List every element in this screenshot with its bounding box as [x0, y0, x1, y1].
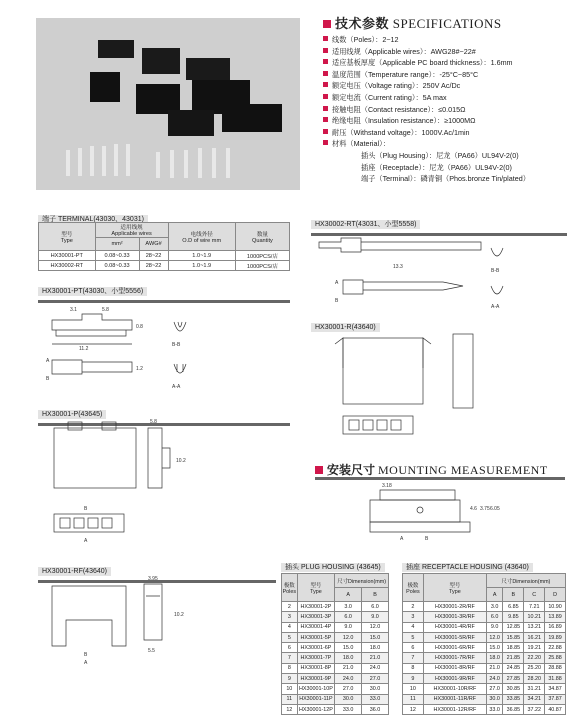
table-row: [282, 622, 389, 632]
table-cell: 9.0: [335, 622, 362, 632]
mounting-title: 安装尺寸 MOUNTING MEASUREMENT: [315, 461, 548, 478]
svg-text:5.8: 5.8: [102, 307, 109, 313]
table-cell: HX30001-3P: [297, 612, 335, 622]
table-cell: HX30001-7R/RF: [423, 653, 486, 663]
table-header: 适用线规 Applicable wires: [95, 223, 168, 238]
spec-item: 接触电阻（Contact resistance）：≤0.015Ω: [323, 104, 579, 116]
table-cell: 21.0: [362, 653, 389, 663]
table-header: 极数 Poles: [403, 574, 424, 602]
table-header: AWG#: [139, 238, 168, 251]
svg-text:B: B: [84, 506, 88, 512]
table-header: 型号 Type: [39, 223, 96, 251]
rf-housing-drawing: [44, 576, 284, 716]
svg-text:10.2: 10.2: [176, 458, 186, 464]
r-label: HX30001-R(43640): [311, 323, 380, 332]
svg-text:3.95: 3.95: [148, 576, 158, 582]
table-cell: HX30001-6P: [297, 643, 335, 653]
svg-text:10.2: 10.2: [174, 612, 184, 618]
plug-housing-title: 插头 PLUG HOUSING (43645): [281, 563, 385, 572]
spec-item: 适用线规（Applicable wires）：AWG28#~22#: [323, 46, 579, 58]
table-cell: HX30001-10P: [297, 684, 335, 694]
table-cell: 27.0: [335, 684, 362, 694]
table-cell: HX30001-2R/RF: [423, 602, 486, 612]
table-cell: 24.0: [362, 663, 389, 673]
svg-text:5.5: 5.5: [148, 648, 155, 654]
table-cell: 30.0: [486, 694, 503, 704]
table-row: [403, 674, 566, 684]
table-cell: 3: [282, 612, 298, 622]
table-header: mm²: [95, 238, 139, 251]
table-cell: HX30001-12P: [297, 704, 335, 714]
table-cell: 6: [282, 643, 298, 653]
table-cell: 6.85: [503, 602, 524, 612]
table-row: [403, 602, 566, 612]
table-cell: 12.85: [503, 622, 524, 632]
table-cell: 25.20: [524, 663, 545, 673]
table-cell: 24.0: [335, 674, 362, 684]
table-cell: HX30001-11R/RF: [423, 694, 486, 704]
product-photo: [36, 18, 300, 190]
table-cell: 30.0: [362, 684, 389, 694]
table-cell: 7: [282, 653, 298, 663]
table-cell: 7.21: [524, 602, 545, 612]
table-cell: 30.0: [335, 694, 362, 704]
table-cell: 12.0: [335, 632, 362, 642]
terminal-title: 端子 TERMINAL(43030、43031): [38, 215, 148, 224]
svg-text:B-B: B-B: [491, 268, 500, 274]
spec-item: 温度范围（Temperature range）：-25°C~85°C: [323, 69, 579, 81]
table-row: [403, 694, 566, 704]
table-cell: HX30001-2P: [297, 602, 335, 612]
material-item: 插座（Receptacle）：尼龙（PA66）UL94V-2(0): [361, 162, 512, 172]
table-row: [282, 632, 389, 642]
table-row: [403, 663, 566, 673]
table-cell: HX30001-3R/RF: [423, 612, 486, 622]
table-cell: 31.88: [545, 674, 566, 684]
table-cell: 18.0: [486, 653, 503, 663]
svg-text:A-A: A-A: [172, 384, 181, 390]
table-cell: 37.22: [524, 704, 545, 714]
table-header: 尺寸Dimension(mm): [486, 574, 565, 588]
terminal-table: [38, 222, 290, 271]
table-row: [282, 694, 389, 704]
table-cell: 12: [403, 704, 424, 714]
table-header: B: [503, 588, 524, 602]
svg-text:A: A: [335, 280, 339, 286]
spec-item: 材料（Material）：: [323, 138, 579, 150]
table-row: [403, 622, 566, 632]
receptacle-housing-title: 插座 RECEPTACLE HOUSING (43640): [402, 563, 533, 572]
table-cell: 27.0: [362, 674, 389, 684]
table-cell: 34.21: [524, 694, 545, 704]
table-cell: 9.85: [503, 612, 524, 622]
mounting-drawing: [330, 480, 560, 550]
table-cell: HX30001-4P: [297, 622, 335, 632]
table-cell: 9.0: [486, 622, 503, 632]
table-cell: 4: [282, 622, 298, 632]
table-cell: 8: [282, 663, 298, 673]
table-cell: HX30001-12R/RF: [423, 704, 486, 714]
material-item: 插头（Plug Housing）：尼龙（PA66）UL94V-2(0): [361, 150, 519, 160]
table-cell: 2: [282, 602, 298, 612]
table-row: [282, 612, 389, 622]
r-housing-drawing: [313, 330, 563, 450]
table-cell: 27.0: [486, 684, 503, 694]
table-cell: 40.87: [545, 704, 566, 714]
svg-text:A: A: [84, 538, 88, 544]
table-cell: 3: [403, 612, 424, 622]
table-cell: 37.87: [545, 694, 566, 704]
table-cell: 3.0: [335, 602, 362, 612]
svg-text:A: A: [46, 358, 50, 364]
table-cell: 10: [282, 684, 298, 694]
p-housing-drawing: [44, 418, 290, 553]
rf-label: HX30001-RF(43640): [38, 567, 111, 576]
table-cell: 36.0: [362, 704, 389, 714]
table-cell: 24.85: [503, 663, 524, 673]
table-cell: 28.20: [524, 674, 545, 684]
svg-text:B: B: [335, 298, 339, 304]
table-cell: 6.0: [335, 612, 362, 622]
table-cell: 33.85: [503, 694, 524, 704]
table-cell: HX30001-5R/RF: [423, 632, 486, 642]
table-cell: 18.0: [335, 653, 362, 663]
table-cell: 21.0: [486, 663, 503, 673]
specifications-list: [323, 34, 579, 185]
spec-item: 耐压（Withstand voltage）：1000V.Ac/1min: [323, 127, 579, 139]
table-cell: 18.0: [362, 643, 389, 653]
table-cell: 33.0: [362, 694, 389, 704]
table-cell: HX30001-6R/RF: [423, 643, 486, 653]
svg-text:0.8: 0.8: [136, 324, 143, 330]
table-row: [403, 632, 566, 642]
table-cell: 18.85: [503, 643, 524, 653]
table-row: [282, 663, 389, 673]
table-cell: 8: [403, 663, 424, 673]
receptacle-housing-table: [402, 573, 566, 715]
table-row: [282, 602, 389, 612]
svg-text:3.1: 3.1: [70, 307, 77, 313]
table-cell: 25.88: [545, 653, 566, 663]
table-cell: 19.89: [545, 632, 566, 642]
table-cell: 13.89: [545, 612, 566, 622]
table-cell: 5: [282, 632, 298, 642]
table-cell: 34.87: [545, 684, 566, 694]
table-header: B: [362, 588, 389, 602]
p-label: HX30001-P(43645): [38, 410, 106, 419]
table-row: [282, 684, 389, 694]
svg-text:B-B: B-B: [172, 342, 181, 348]
table-header: 型号 Type: [423, 574, 486, 602]
table-cell: 24.0: [486, 674, 503, 684]
table-cell: 16.89: [545, 622, 566, 632]
table-cell: 16.21: [524, 632, 545, 642]
table-header: D: [545, 588, 566, 602]
rt-terminal-drawing: [313, 228, 563, 314]
table-cell: 11: [282, 694, 298, 704]
table-cell: 5: [403, 632, 424, 642]
spec-item: 适应基板厚度（Applicable PC board thickness）：1.6mm: [323, 57, 579, 69]
table-cell: HX30001-5P: [297, 632, 335, 642]
svg-text:4.6: 4.6: [470, 506, 477, 512]
svg-text:B: B: [84, 652, 88, 658]
table-cell: 36.85: [503, 704, 524, 714]
plug-housing-table: [281, 573, 389, 715]
table-row: [282, 674, 389, 684]
table-cell: 9.0: [362, 612, 389, 622]
table-cell: 15.85: [503, 632, 524, 642]
table-cell: HX30001-9R/RF: [423, 674, 486, 684]
svg-text:A-A: A-A: [491, 304, 500, 310]
spec-item: 额定电压（Voltage rating）：250V Ac/Dc: [323, 80, 579, 92]
pt-terminal-drawing: [44, 298, 290, 398]
table-cell: 15.0: [362, 632, 389, 642]
table-cell: 22.88: [545, 643, 566, 653]
table-header: 数量 Quantity: [235, 223, 289, 251]
spec-item: 绝缘电阻（Insulation resistance）：≥1000MΩ: [323, 115, 579, 127]
svg-text:B: B: [425, 536, 429, 542]
table-cell: 21.0: [335, 663, 362, 673]
table-cell: HX30001-7P: [297, 653, 335, 663]
table-cell: 22.20: [524, 653, 545, 663]
svg-text:3.18: 3.18: [382, 483, 392, 489]
table-header: 尺寸Dimension(mm): [335, 574, 389, 588]
table-cell: 9: [403, 674, 424, 684]
table-row: [403, 684, 566, 694]
bullet-icon: [315, 466, 323, 474]
svg-text:A: A: [400, 536, 404, 542]
table-cell: HX30001-10R/RF: [423, 684, 486, 694]
table-header: 电线外径 O.D of wire mm: [168, 223, 235, 251]
table-cell: HX30001-8R/RF: [423, 663, 486, 673]
rt-label: HX30002-RT(43031、小型5558): [311, 220, 420, 229]
table-header: 型号 Type: [297, 574, 335, 602]
table-cell: 11: [403, 694, 424, 704]
table-row: [282, 704, 389, 714]
table-cell: 21.85: [503, 653, 524, 663]
table-cell: HX30001-9P: [297, 674, 335, 684]
table-cell: 33.0: [486, 704, 503, 714]
table-row: [403, 704, 566, 714]
table-row: HX30002-RT 0.08~0.33 28~22 1.0~1.9 1000PCS/店: [39, 261, 290, 271]
svg-text:3.75: 3.75: [480, 506, 490, 512]
table-cell: 7: [403, 653, 424, 663]
table-row: [403, 643, 566, 653]
table-cell: HX30001-11P: [297, 694, 335, 704]
svg-text:A: A: [84, 660, 88, 666]
material-item: 端子（Terminal）：磷青铜（Phos.bronze Tin/plated）: [361, 174, 530, 184]
table-row: [282, 643, 389, 653]
table-cell: HX30001-8P: [297, 663, 335, 673]
table-cell: 3.0: [486, 602, 503, 612]
table-row: HX30001-PT 0.08~0.33 28~22 1.0~1.9 1000PCS/店: [39, 251, 290, 261]
table-cell: 19.21: [524, 643, 545, 653]
specifications-title: 技术参数 SPECIFICATIONS: [323, 13, 502, 32]
table-cell: 12.0: [486, 632, 503, 642]
svg-text:1.2: 1.2: [136, 366, 143, 372]
table-header: A: [486, 588, 503, 602]
table-cell: 9: [282, 674, 298, 684]
table-cell: 6.0: [362, 602, 389, 612]
svg-text:6.05: 6.05: [490, 506, 500, 512]
table-header: A: [335, 588, 362, 602]
table-cell: 15.0: [335, 643, 362, 653]
table-cell: 12: [282, 704, 298, 714]
table-cell: 28.88: [545, 663, 566, 673]
table-header: C: [524, 588, 545, 602]
table-row: [282, 653, 389, 663]
table-cell: 4: [403, 622, 424, 632]
table-cell: 27.85: [503, 674, 524, 684]
table-cell: 2: [403, 602, 424, 612]
table-header: 极数 Poles: [282, 574, 298, 602]
table-row: [403, 612, 566, 622]
svg-text:11.2: 11.2: [79, 346, 89, 352]
pt-label: HX30001-PT(43030、小型5556): [38, 287, 147, 296]
table-cell: 30.85: [503, 684, 524, 694]
table-cell: 15.0: [486, 643, 503, 653]
table-cell: 31.21: [524, 684, 545, 694]
svg-text:B: B: [46, 376, 50, 382]
spec-item: 线数（Poles）：2~12: [323, 34, 579, 46]
spec-item: 额定电流（Current rating）：5A max: [323, 92, 579, 104]
svg-text:13.3: 13.3: [393, 264, 403, 270]
bullet-icon: [323, 20, 331, 28]
table-cell: 10.90: [545, 602, 566, 612]
table-row: [403, 653, 566, 663]
table-cell: 6: [403, 643, 424, 653]
table-cell: 12.0: [362, 622, 389, 632]
table-cell: HX30001-4R/RF: [423, 622, 486, 632]
svg-text:5.8: 5.8: [150, 419, 157, 425]
table-cell: 10: [403, 684, 424, 694]
connector-photo-graphic: [36, 18, 300, 190]
table-cell: 10.21: [524, 612, 545, 622]
table-cell: 13.21: [524, 622, 545, 632]
table-cell: 6.0: [486, 612, 503, 622]
table-cell: 33.0: [335, 704, 362, 714]
